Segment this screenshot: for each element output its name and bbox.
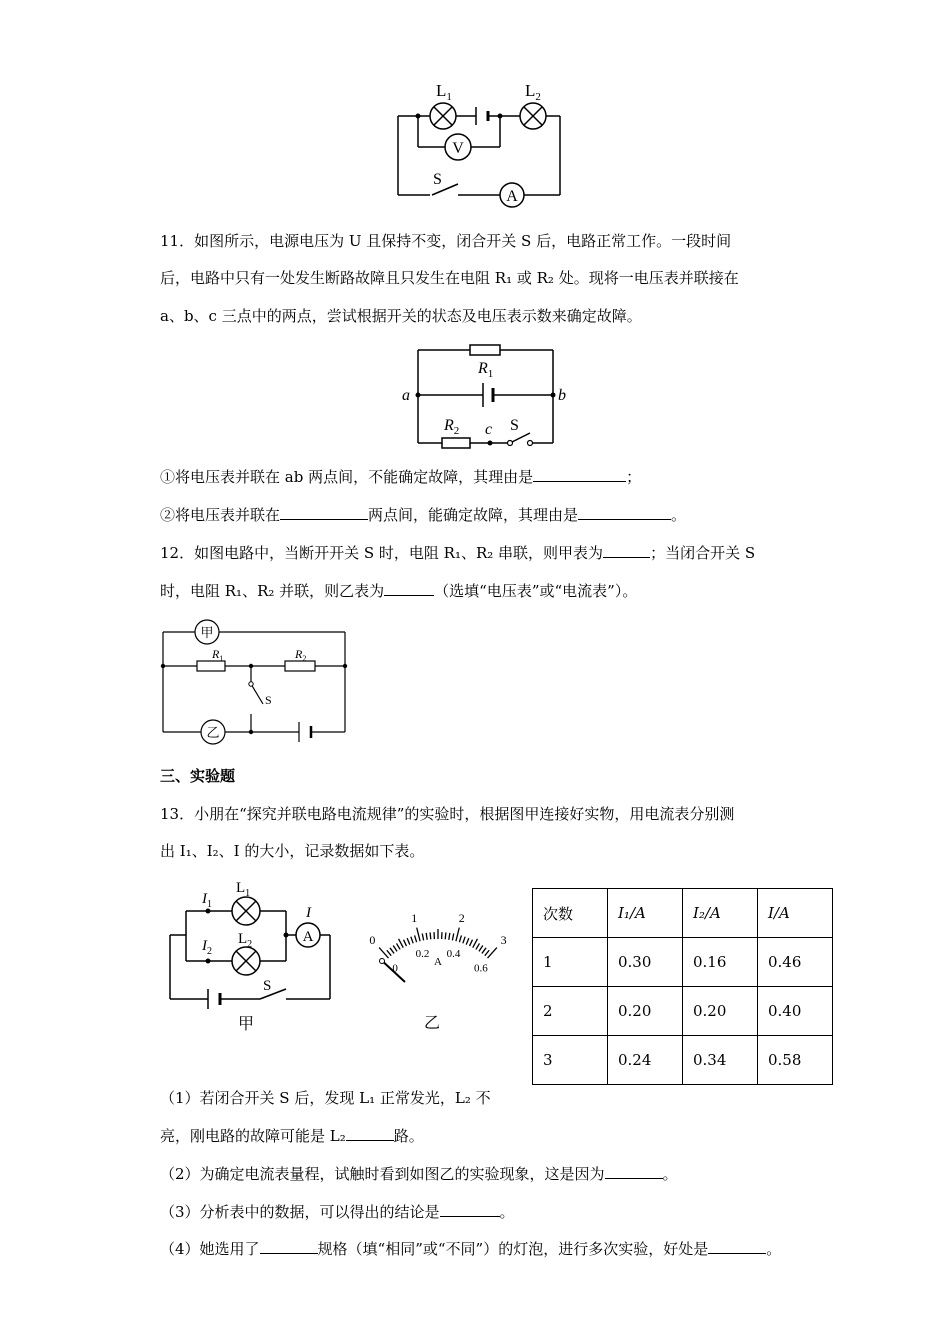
table-row xyxy=(533,987,833,1036)
q11-line-2: 后，电路中只有一处发生断路故障且只发生在电阻 R₁ 或 R₂ 处。现将一电压表并联接在 xyxy=(160,269,739,287)
table-cell: 0.34 xyxy=(683,1036,758,1085)
i1-label: $I_1$ xyxy=(202,891,212,910)
dial-pivot xyxy=(380,959,385,964)
q11-line-1: 11．如图所示，电源电压为 U 且保持不变，闭合开关 S 后，电路正常工作。一段时间 xyxy=(160,232,732,250)
lamp-l2-icon xyxy=(520,103,546,129)
switch-label: S xyxy=(263,978,272,994)
dial-tick xyxy=(393,946,397,952)
table-cell: 0.20 xyxy=(683,987,758,1036)
table-header-cell: I₂/A xyxy=(683,889,758,938)
table-cell: 3 xyxy=(533,1036,608,1085)
dial-tick xyxy=(426,933,427,940)
ammeter-label: A xyxy=(506,188,518,205)
dial-tick xyxy=(445,932,446,939)
answer-blank[interactable] xyxy=(605,1164,663,1179)
point-a-label: a xyxy=(402,387,410,404)
table-header-cell: I₁/A xyxy=(608,889,683,938)
figure-jia-circuit xyxy=(160,875,340,1035)
answer-blank[interactable] xyxy=(384,581,434,596)
table-cell: 0.16 xyxy=(683,938,758,987)
answer-blank[interactable] xyxy=(578,505,671,520)
q12-line-1: 12．如图电路中，当断开开关 S 时，电阻 R₁、R₂ 串联，则甲表为 ；当闭合开关 S xyxy=(160,544,756,562)
dial-tick xyxy=(379,948,388,958)
dial-inner-label: 0.2 xyxy=(415,947,430,960)
table-cell: 0.20 xyxy=(608,987,683,1036)
dial-tick xyxy=(407,938,410,944)
table-cell: 0.46 xyxy=(758,938,833,987)
dial-tick xyxy=(456,928,459,942)
dial-tick xyxy=(463,937,465,944)
dial-tick xyxy=(387,950,391,955)
ammeter-label: A xyxy=(302,929,314,945)
dial-tick xyxy=(482,948,486,954)
r1-label: $R_1$ xyxy=(478,360,494,380)
dial-scale-label: 0 xyxy=(369,933,376,948)
figure-yi-caption: 乙 xyxy=(423,1015,441,1032)
meter-jia-label: 甲 xyxy=(200,625,214,640)
dial-tick xyxy=(485,950,489,955)
circuit-diagram-top xyxy=(390,78,570,208)
dial-tick xyxy=(459,935,461,942)
dial-scale-label: 2 xyxy=(458,910,465,925)
r2-label: $R_2$ xyxy=(444,417,460,437)
lamp-l1-icon xyxy=(232,897,260,925)
q13-p4: （4）她选用了 规格（填“相同”或“不同”）的灯泡，进行多次实验，好处是 。 xyxy=(160,1240,782,1258)
dial-tick xyxy=(449,933,450,940)
r2-label: $R_2$ xyxy=(295,647,307,663)
circuit-diagram-q11 xyxy=(398,340,583,450)
dial-tick xyxy=(470,940,473,946)
section-title: 三、实验题 xyxy=(160,767,236,785)
answer-blank[interactable] xyxy=(708,1239,766,1254)
table-cell: 0.58 xyxy=(758,1036,833,1085)
table-cell: 0.40 xyxy=(758,987,833,1036)
table-header-row xyxy=(533,889,833,938)
dial-tick xyxy=(422,934,423,941)
answer-blank[interactable] xyxy=(346,1126,394,1141)
table-row xyxy=(533,938,833,987)
dial-inner-label: 0 xyxy=(392,962,398,975)
switch-label: S xyxy=(510,417,519,434)
circuit-diagram-q12 xyxy=(155,618,355,748)
table-header-cell: I/A xyxy=(758,889,833,938)
i-label: I xyxy=(306,905,311,921)
dial-tick xyxy=(488,948,497,958)
q13-p2: （2）为确定电流表量程，试触时看到如图乙的实验现象，这是因为 。 xyxy=(160,1165,678,1183)
meter-yi-label: 乙 xyxy=(206,725,220,740)
l2-label: $L_2$ xyxy=(238,931,253,950)
l2-label: $L_2$ xyxy=(525,81,541,103)
i2-label: $I_2$ xyxy=(202,938,212,957)
dial-tick xyxy=(415,935,417,942)
answer-blank[interactable] xyxy=(533,467,626,482)
table-cell: 0.24 xyxy=(608,1036,683,1085)
table-header-cell: 次数 xyxy=(533,889,608,938)
q13-p1-line-1: （1）若闭合开关 S 后，发现 L₁ 正常发光，L₂ 不 xyxy=(160,1089,491,1107)
figure-jia-caption: 甲 xyxy=(237,1016,255,1033)
q11-line-3: a、b、c 三点中的两点，尝试根据开关的状态及电压表示数来确定故障。 xyxy=(160,307,642,325)
dial-inner-label: 0.6 xyxy=(473,962,488,975)
q13-p1-line-2: 亮，刚电路的故障可能是 L₂ 路。 xyxy=(160,1127,424,1145)
dial-tick xyxy=(411,937,413,944)
dial-tick xyxy=(473,939,478,948)
switch-label: S xyxy=(265,693,272,707)
answer-blank[interactable] xyxy=(280,505,368,520)
dial-tick xyxy=(397,943,401,949)
table-row xyxy=(533,1036,833,1085)
dial-scale-label: 1 xyxy=(411,910,418,925)
r1-label: $R_1$ xyxy=(212,647,224,663)
table-cell: 2 xyxy=(533,987,608,1036)
q12-line-2: 时，电阻 R₁、R₂ 并联，则乙表为 （选填“电压表”或“电流表”）。 xyxy=(160,582,638,600)
point-b-label: b xyxy=(558,387,566,404)
l1-label: $L_1$ xyxy=(236,880,251,899)
data-table xyxy=(532,888,833,1085)
dial-tick xyxy=(404,940,407,946)
table-cell: 1 xyxy=(533,938,608,987)
lamp-l2-icon xyxy=(232,947,260,975)
dial-tick xyxy=(466,938,469,944)
q13-line-1: 13．小朋在“探究并联电路电流规律”的实验时，根据图甲连接好实物，用电流表分别测 xyxy=(160,805,735,823)
table-cell: 0.30 xyxy=(608,938,683,987)
dial-inner-label: 0.4 xyxy=(446,947,461,960)
dial-tick xyxy=(390,948,394,954)
answer-blank[interactable] xyxy=(440,1202,500,1217)
answer-blank[interactable] xyxy=(260,1239,318,1254)
dial-tick xyxy=(476,943,480,949)
dial-tick xyxy=(479,946,483,952)
dial-scale-label: 3 xyxy=(500,933,507,948)
dial-unit-label: A xyxy=(434,956,442,968)
lamp-l1-icon xyxy=(430,103,456,129)
answer-blank[interactable] xyxy=(603,543,650,558)
l1-label: $L_1$ xyxy=(436,81,452,103)
q13-line-2: 出 I₁、I₂、I 的大小，记录数据如下表。 xyxy=(160,842,425,860)
voltmeter-label: V xyxy=(452,140,464,157)
figure-yi-ammeter-dial xyxy=(350,895,525,1035)
q13-p3: （3）分析表中的数据，可以得出的结论是 。 xyxy=(160,1203,515,1221)
dial-tick xyxy=(452,934,453,941)
q11-sub-2: ②将电压表并联在 两点间，能确定故障，其理由是 。 xyxy=(160,506,687,524)
dial-tick xyxy=(417,928,420,942)
point-c-label: c xyxy=(485,421,493,438)
q11-sub-1: ①将电压表并联在 ab 两点间，不能确定故障，其理由是 ； xyxy=(160,468,642,486)
dial-tick xyxy=(430,932,431,939)
dial-tick xyxy=(399,939,404,948)
switch-label: S xyxy=(433,171,442,188)
